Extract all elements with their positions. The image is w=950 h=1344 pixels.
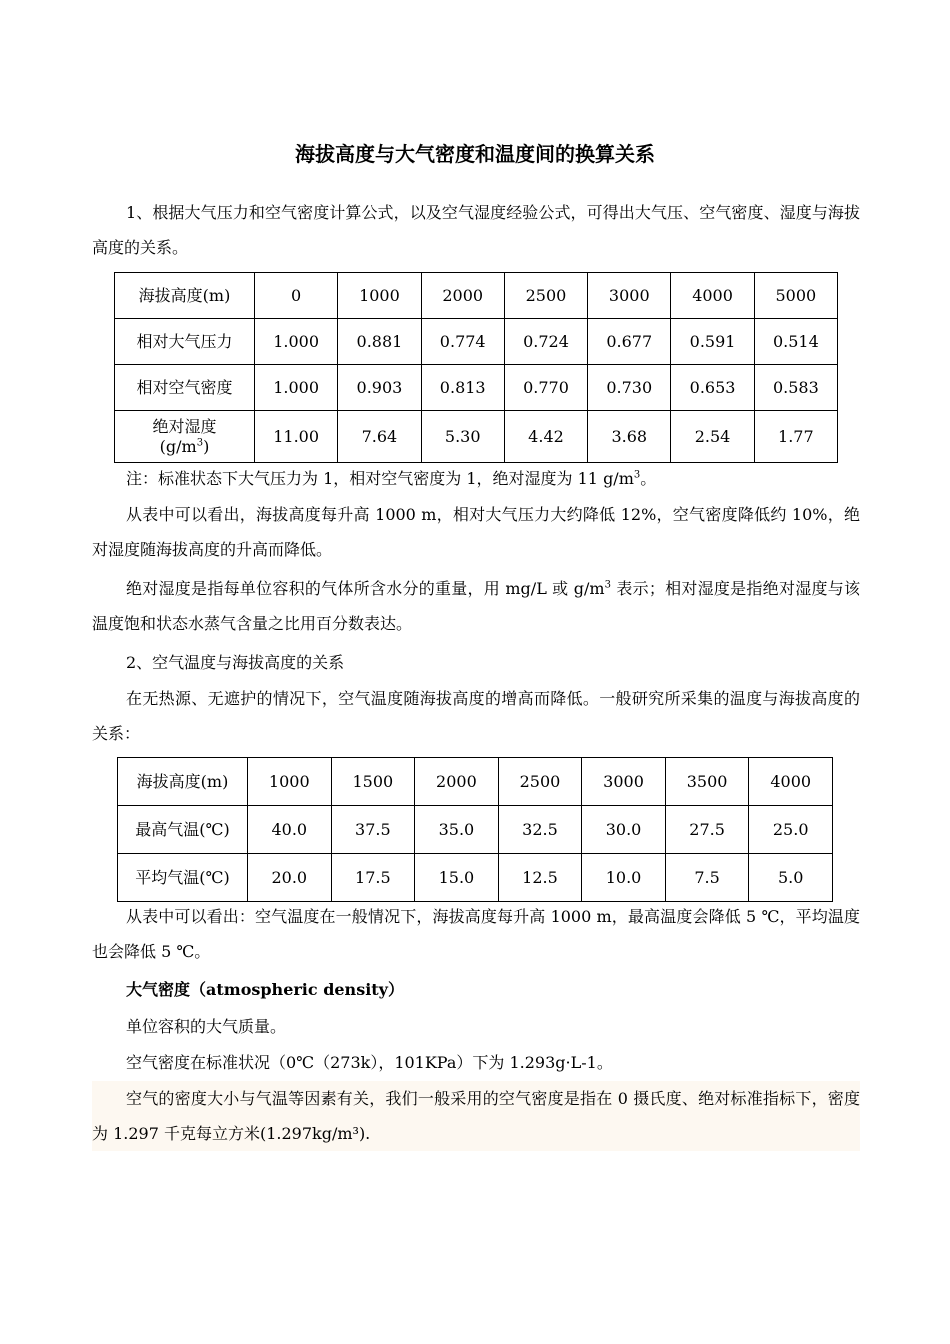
table-cell: 0.770 (504, 365, 587, 411)
table-cell: 30.0 (582, 806, 666, 854)
table-cell: 0.881 (338, 319, 421, 365)
table-cell: 5.0 (749, 854, 833, 902)
table-cell: 2500 (504, 273, 587, 319)
table-cell: 1000 (338, 273, 421, 319)
table-cell: 0 (255, 273, 338, 319)
table-cell: 10.0 (582, 854, 666, 902)
table-cell: 25.0 (749, 806, 833, 854)
humidity-label: 绝对湿度 (152, 416, 217, 436)
table-cell: 3500 (665, 758, 749, 806)
note-text-end: 。 (640, 469, 657, 488)
table-cell: 20.0 (248, 854, 332, 902)
table-row (118, 854, 833, 902)
row-label-cell (115, 411, 255, 463)
pressure-conclusion-paragraph: 从表中可以看出，海拔高度每升高 1000 m，相对大气压力大约降低 12%，空气密度降低约 10%，绝对湿度随海拔高度的升高而降低。 (92, 505, 860, 559)
table-cell: 2500 (498, 758, 582, 806)
table-cell: 32.5 (498, 806, 582, 854)
intro-paragraph: 1、根据大气压力和空气密度计算公式，以及空气湿度经验公式，可得出大气压、空气密度、湿度与海拔高度的关系。 (92, 203, 860, 257)
table-cell: 3000 (582, 758, 666, 806)
density-standard-value: 空气密度在标准状况（0℃（273k），101KPa）下为 1.293g·L-1。 (126, 1053, 613, 1072)
table-header-row (118, 758, 833, 806)
table-cell: 1.77 (754, 411, 837, 463)
temperature-intro-paragraph: 在无热源、无遮护的情况下，空气温度随海拔高度的增高而降低。一般研究所采集的温度与海拔高度的关系： (92, 689, 860, 743)
table-cell: 1000 (248, 758, 332, 806)
table-row (115, 365, 838, 411)
table-row (115, 319, 838, 365)
humidity-definition-paragraph (92, 571, 860, 641)
table-row (115, 411, 838, 463)
table-cell: 0.514 (754, 319, 837, 365)
note-text: 注：标准状态下大气压力为 1，相对空气密度为 1，绝对湿度为 11 g/m (126, 469, 634, 488)
row-label-cell: 相对空气密度 (115, 365, 255, 411)
altitude-temperature-table (117, 757, 833, 902)
table-cell: 0.724 (504, 319, 587, 365)
table-cell: 5.30 (421, 411, 504, 463)
table-cell: 2000 (421, 273, 504, 319)
row-label-cell: 最高气温(℃) (118, 806, 248, 854)
table-cell: 3000 (588, 273, 671, 319)
table-cell: 1.000 (255, 319, 338, 365)
humidity-unit-superscript: 3 (196, 437, 204, 449)
table-cell: 15.0 (415, 854, 499, 902)
table-cell: 27.5 (665, 806, 749, 854)
table-header-row (115, 273, 838, 319)
table-cell: 11.00 (255, 411, 338, 463)
table-cell: 7.64 (338, 411, 421, 463)
humidity-text-end: 表示；相对湿度是指绝对湿度与该温度饱和状态水蒸气含量之比用百分数表达。 (92, 579, 860, 633)
table-cell: 4000 (671, 273, 754, 319)
row-label-cell: 海拔高度(m) (118, 758, 248, 806)
table-cell: 17.5 (331, 854, 415, 902)
humidity-text: 绝对湿度是指每单位容积的气体所含水分的重量，用 mg/L 或 g/m (126, 579, 605, 598)
note-superscript: 3 (633, 469, 641, 481)
temperature-conclusion-paragraph: 从表中可以看出：空气温度在一般情况下，海拔高度每升高 1000 m，最高温度会降低 5 ℃，平均温度也会降低 5 ℃。 (92, 907, 860, 961)
humidity-unit: (g/m (159, 436, 197, 456)
density-definition: 单位容积的大气质量。 (126, 1017, 287, 1036)
table-cell: 0.677 (588, 319, 671, 365)
table-cell: 12.5 (498, 854, 582, 902)
table-cell: 0.653 (671, 365, 754, 411)
table2-body (118, 758, 833, 902)
table-cell: 1500 (331, 758, 415, 806)
section-2-heading: 2、空气温度与海拔高度的关系 (126, 653, 345, 672)
table-cell: 0.591 (671, 319, 754, 365)
density-explanation-paragraph: 空气的密度大小与气温等因素有关，我们一般采用的空气密度是指在 0 摄氏度、绝对标准指标下，密度为 1.297 千克每立方米(1.297kg/m³). (92, 1081, 860, 1151)
density-heading: 大气密度（atmospheric density） (126, 980, 404, 999)
table-cell: 0.774 (421, 319, 504, 365)
humidity-unit-end: ) (203, 436, 210, 456)
table1-body (115, 273, 838, 463)
table-cell: 1.000 (255, 365, 338, 411)
table-cell: 2000 (415, 758, 499, 806)
table-cell: 3.68 (588, 411, 671, 463)
table-cell: 37.5 (331, 806, 415, 854)
altitude-pressure-table (114, 272, 838, 463)
table-cell: 4.42 (504, 411, 587, 463)
humidity-superscript: 3 (604, 579, 611, 591)
table-cell: 0.813 (421, 365, 504, 411)
row-label-cell: 平均气温(℃) (118, 854, 248, 902)
table-cell: 5000 (754, 273, 837, 319)
table-cell: 0.583 (754, 365, 837, 411)
table-cell: 0.730 (588, 365, 671, 411)
table-cell: 7.5 (665, 854, 749, 902)
row-label-cell: 海拔高度(m) (115, 273, 255, 319)
table-row (118, 806, 833, 854)
table-cell: 0.903 (338, 365, 421, 411)
table-cell: 2.54 (671, 411, 754, 463)
table1-note (92, 461, 860, 496)
table-cell: 4000 (749, 758, 833, 806)
row-label-cell: 相对大气压力 (115, 319, 255, 365)
table-cell: 35.0 (415, 806, 499, 854)
table-cell: 40.0 (248, 806, 332, 854)
page-title: 海拔高度与大气密度和温度间的换算关系 (295, 142, 655, 166)
